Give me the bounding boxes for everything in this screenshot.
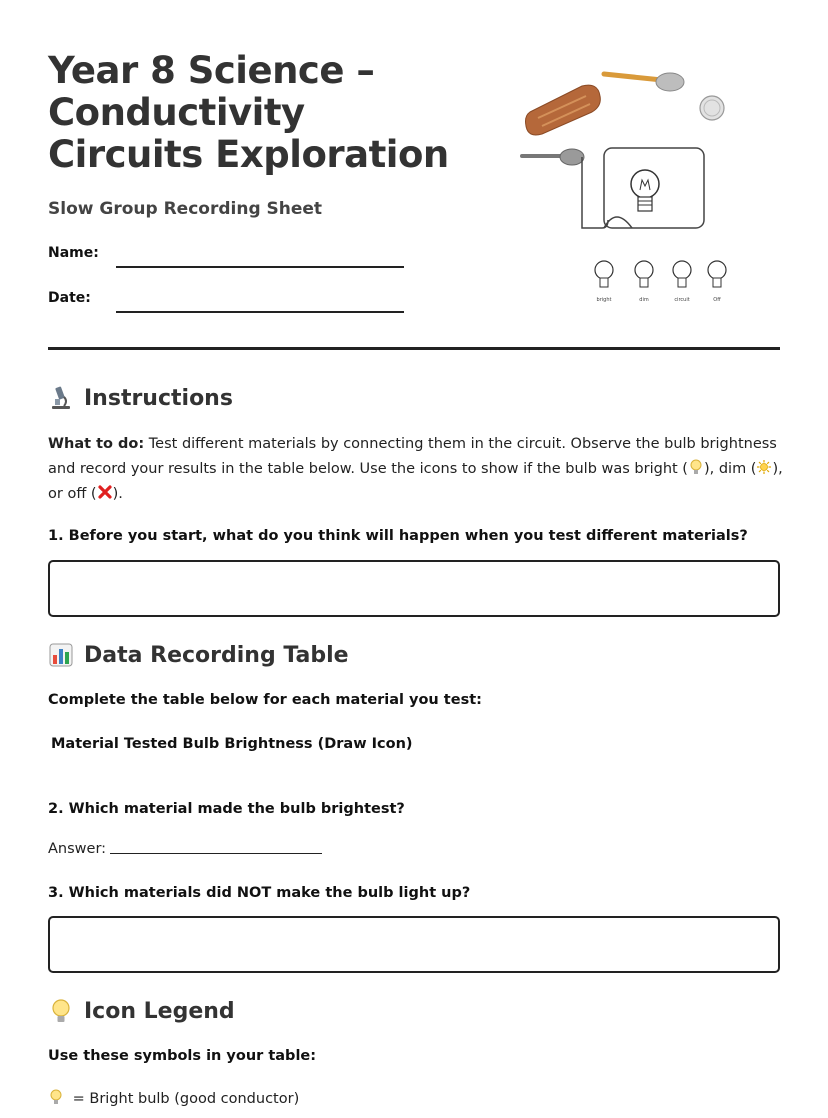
bulb-bright-icon	[595, 261, 613, 287]
instructions-heading	[48, 385, 233, 411]
no-light-answer-box[interactable]	[48, 916, 780, 973]
prediction-answer-box[interactable]	[48, 560, 780, 617]
page-subtitle: Slow Group Recording Sheet	[48, 199, 323, 219]
question-3: 3. Which materials did NOT make the bulb light up?	[48, 885, 471, 901]
answer-line	[48, 841, 322, 857]
instructions-text	[48, 432, 783, 507]
instructions-lead: What to do:	[48, 436, 145, 452]
legend-item	[48, 1089, 299, 1107]
coin-icon	[700, 96, 724, 120]
question-1: 1. Before you start, what do you think will happen when you test different materials?	[48, 528, 748, 544]
page-title: Year 8 Science – Conductivity Circuits Exploration	[48, 49, 449, 176]
date-field[interactable]	[116, 311, 404, 313]
table-header-brightness: Bulb Brightness (Draw Icon)	[182, 736, 413, 752]
legend-item-text: = Bright bulb (good conductor)	[72, 1091, 300, 1107]
wood-stick-icon	[526, 85, 601, 135]
instructions-body-3: ), or off (	[48, 461, 783, 502]
date-label: Date:	[48, 290, 91, 306]
lightbulb-icon	[48, 1089, 64, 1105]
bulb-label: dim	[639, 297, 649, 303]
lightbulb-icon	[631, 170, 659, 211]
bulb-label: bright	[596, 297, 612, 303]
lightbulb-icon	[48, 998, 74, 1024]
microscope-icon	[48, 385, 74, 411]
bulb-off-icon	[708, 261, 726, 287]
answer-blank[interactable]	[110, 842, 322, 854]
bulb-label: circuit	[674, 297, 690, 303]
instructions-heading-text: Instructions	[84, 385, 233, 411]
data-table-header-row	[51, 736, 413, 752]
circuit-illustration	[512, 58, 752, 320]
answer-label: Answer:	[48, 841, 107, 857]
table-header-material: Material Tested	[51, 736, 178, 752]
instructions-body-2: ), dim (	[703, 461, 757, 477]
instructions-body-1: Test different materials by connecting them in the circuit. Observe the bulb brightness and record your results in the table below. Use the icons to show if the bulb was bright (	[48, 436, 777, 477]
legend-heading-text: Icon Legend	[84, 998, 235, 1024]
data-table-heading	[48, 642, 349, 668]
bar-chart-icon	[48, 642, 74, 668]
name-field[interactable]	[116, 266, 404, 268]
lightbulb-icon	[688, 459, 704, 475]
data-table-heading-text: Data Recording Table	[84, 642, 349, 668]
bulb-label: Off	[713, 297, 721, 303]
divider	[48, 347, 780, 350]
sun-icon	[756, 459, 772, 475]
legend-heading	[48, 998, 235, 1024]
spoon-icon	[522, 149, 584, 165]
cross-icon	[97, 484, 113, 500]
name-label: Name:	[48, 245, 99, 261]
instructions-body-4: ).	[112, 486, 123, 502]
spoon-icon	[604, 73, 684, 91]
table-instruction: Complete the table below for each material you test:	[48, 692, 482, 708]
bulb-dim-icon	[635, 261, 653, 287]
bulb-circuit-icon	[673, 261, 691, 287]
question-2: 2. Which material made the bulb brightest?	[48, 801, 405, 817]
legend-instruction: Use these symbols in your table:	[48, 1048, 317, 1064]
